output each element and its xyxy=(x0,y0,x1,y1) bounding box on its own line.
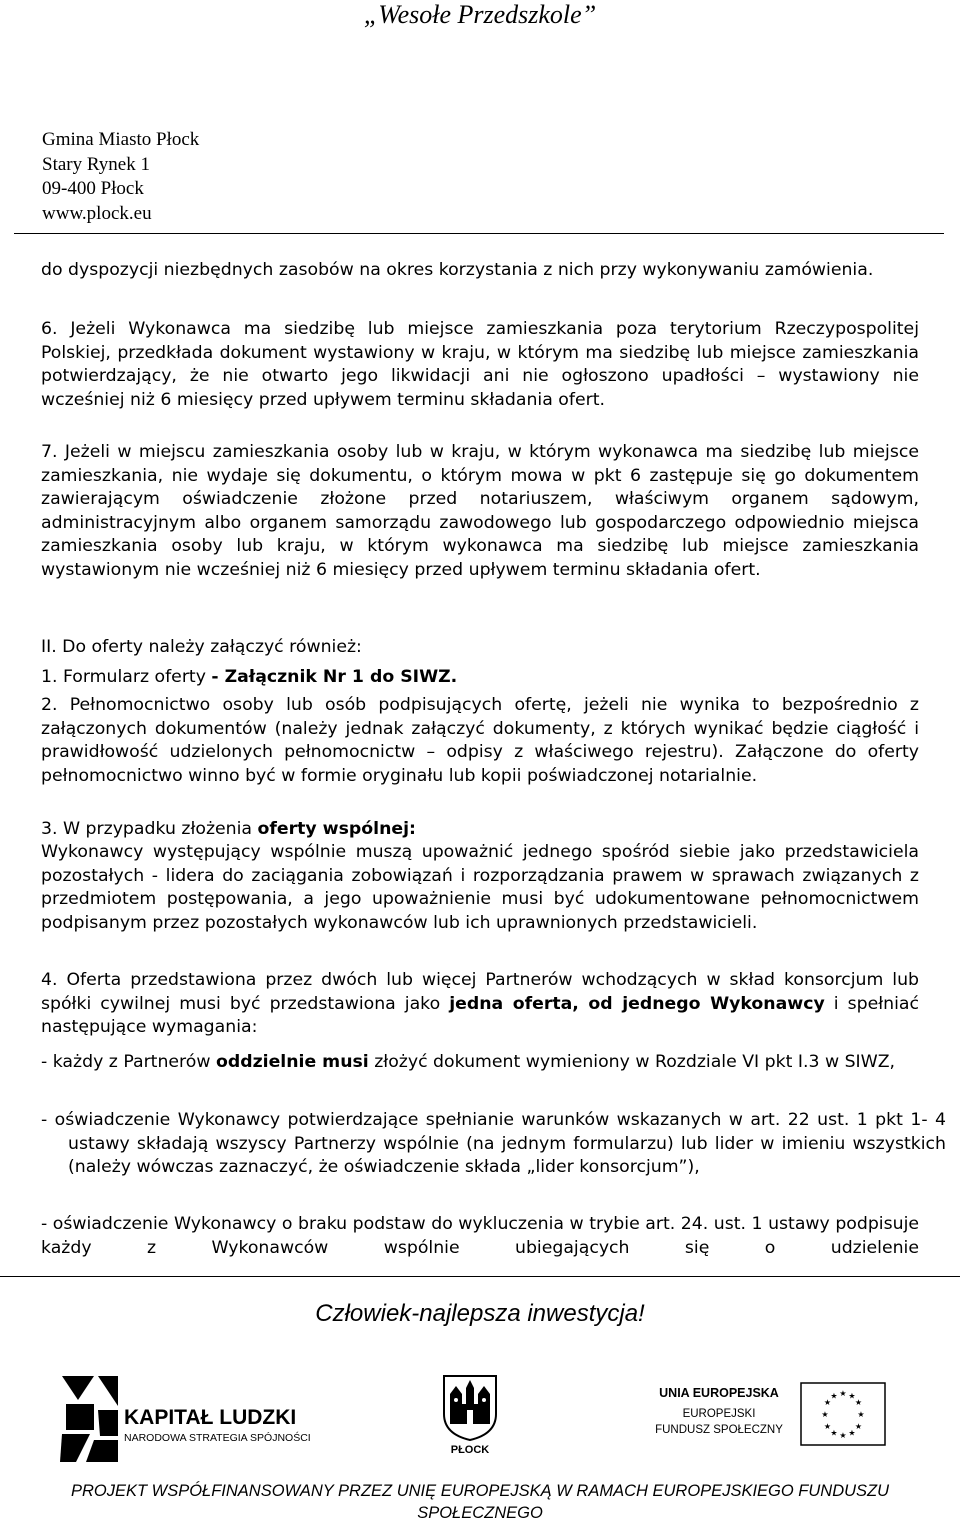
eu-logo xyxy=(644,1380,888,1452)
eu-flag-icon xyxy=(800,1382,886,1446)
plock-crest-icon xyxy=(442,1374,498,1442)
bullet-1-text-a: - każdy z Partnerów xyxy=(41,1052,216,1072)
item-3-text: 3. W przypadku złożenia xyxy=(41,819,258,839)
kapital-ludzki-title: KAPITAŁ LUDZKI xyxy=(124,1406,297,1429)
item-4 xyxy=(41,969,919,1040)
svg-text:★: ★ xyxy=(830,1391,838,1401)
eu-logo-line2: EUROPEJSKI xyxy=(682,1408,756,1420)
kapital-ludzki-subtitle: NARODOWA STRATEGIA SPÓJNOŚCI xyxy=(124,1432,311,1444)
kapital-ludzki-logo xyxy=(60,1376,330,1466)
address-line-name: Gmina Miasto Płock xyxy=(42,129,200,150)
svg-text:★: ★ xyxy=(830,1428,838,1438)
svg-text:★: ★ xyxy=(848,1428,856,1438)
paragraph-intro: do dyspozycji niezbędnych zasobów na okres korzystania z nich przy wykonywaniu zamówienia. xyxy=(41,260,874,280)
bullet-1-text-c: złożyć dokument wymieniony w Rozdziale VI pkt I.3 w SIWZ, xyxy=(368,1052,896,1072)
address-block xyxy=(42,128,199,226)
paragraph-7: 7. Jeżeli w miejscu zamieszkania osoby lub w kraju, w którym wykonawca ma siedzibę lub miejsce zamieszkania, nie wydaje się dokumentu, o którym mowa w pkt 6 zastępuje się go dokumentem zawierającym oświadczenie złożone przed notariuszem, właściwym organem sądowym, administracyjnym albo organem samorządu zawodowego lub gospodarczego odpowiednio miejsca zamieszkania osoby lub kraju, w którym wykonawca ma siedzibę lub miejsce zamieszkania wystawionym nie wcześniej niż 6 miesięcy przed upływem terminu składania ofert. xyxy=(41,442,919,580)
plock-crest-logo xyxy=(442,1374,498,1464)
bullet-1 xyxy=(41,1051,946,1075)
section-heading: II. Do oferty należy załączyć również: xyxy=(41,637,362,657)
svg-text:★: ★ xyxy=(839,1431,847,1440)
item-1 xyxy=(41,666,919,690)
address-line-city: 09-400 Płock xyxy=(42,178,144,199)
address-line-street: Stary Rynek 1 xyxy=(42,153,150,175)
svg-text:★: ★ xyxy=(854,1398,863,1407)
bullet-3: - oświadczenie Wykonawcy o braku podstaw do wykluczenia w trybie art. 24. ust. 1 ustawy podpisuje każdy z Wykonawców wspólnie ubiegających się o udzielenie xyxy=(41,1214,919,1258)
item-3-body: Wykonawcy występujący wspólnie muszą upoważnić jednego spośród siebie jako przedstawiciela pozostałych - lidera do zaciągania zobowiązań i rozporządzania prawem w sprawach związanych z przedmiotem postępowania, a jego upoważnienie musi być udokumentowane pełnomocnictwem podpisanym przez pozostałych wykonawców lub ich uprawnionych przedstawicieli. xyxy=(41,842,919,933)
item-4-text-c: i spełniać następujące wymagania: xyxy=(41,993,919,1037)
svg-text:★: ★ xyxy=(839,1389,847,1398)
item-2: 2. Pełnomocnictwo osoby lub osób podpisujących ofertę, jeżeli nie wynika to bezpośrednio z załączonych dokumentów (należy jednak załączyć dokumenty, z których wynikać będzie ciągłość i prawidłowość udzielonych pełnomocnictw – odpisy z właściwego rejestru). Załączone do oferty pełnomocnictwo winno być w formie oryginału lub kopii poświadczonej notarialnie. xyxy=(41,695,919,786)
svg-text:★: ★ xyxy=(821,1410,829,1419)
svg-text:★: ★ xyxy=(823,1422,832,1431)
item-4-bold: jedna oferta, od jednego Wykonawcy xyxy=(449,993,825,1014)
eu-logo-line3: FUNDUSZ SPOŁECZNY xyxy=(655,1424,783,1436)
eu-logo-line1: UNIA EUROPEJSKA xyxy=(659,1386,779,1400)
address-line-website[interactable]: www.plock.eu xyxy=(42,202,152,224)
header-divider xyxy=(14,233,944,234)
item-3-heading xyxy=(41,818,919,842)
svg-text:★: ★ xyxy=(857,1410,865,1419)
item-4-text-a: 4. Oferta przedstawiona przez dwóch lub więcej Partnerów wchodzących w skład konsorcjum lub spółki cywilnej musi być przedstawiona jako xyxy=(41,970,919,1014)
item-3-bold: oferty wspólnej: xyxy=(257,819,416,839)
item-1-text: 1. Formularz oferty xyxy=(41,667,212,687)
bullet-1-bold: oddzielnie musi xyxy=(215,1052,369,1072)
svg-text:★: ★ xyxy=(854,1422,863,1431)
svg-text:★: ★ xyxy=(823,1398,832,1407)
plock-crest-label: PŁOCK xyxy=(450,1444,490,1456)
paragraph-6: 6. Jeżeli Wykonawca ma siedzibę lub miejsce zamieszkania poza terytorium Rzeczypospolitej Polskiej, przedkłada dokument wystawiony w kraju, w którym ma siedzibę lub miejsce zamieszkania potwierdzający, że nie otwarto jego likwidacji ani nie ogłoszono upadłości – wystawiony nie wcześniej niż 6 miesięcy przed upływem terminu składania ofert. xyxy=(41,319,919,410)
item-1-bold: - Załącznik Nr 1 do SIWZ. xyxy=(211,667,458,687)
bullet-2: - oświadczenie Wykonawcy potwierdzające spełnianie warunków wskazanych w art. 22 ust. 1 pkt 1- 4 ustawy składają wszyscy Partnerzy wspólnie (na jednym formularzu) lub lider w imieniu wszystkich (należy wówczas zaznaczyć, że oświadczenie składa „lider konsorcjum”), xyxy=(41,1110,946,1177)
svg-text:★: ★ xyxy=(848,1391,856,1401)
footer-slogan: Człowiek-najlepsza inwestycja! xyxy=(315,1300,645,1327)
project-cofinancing-note: PROJEKT WSPÓŁFINANSOWANY PRZEZ UNIĘ EUROPEJSKĄ W RAMACH EUROPEJSKIEGO FUNDUSZU SPOŁECZNEGO xyxy=(70,1482,890,1522)
document-title: „Wesołe Przedszkole” xyxy=(363,0,597,29)
kapital-ludzki-icon xyxy=(60,1376,120,1464)
footer-divider xyxy=(0,1276,960,1277)
